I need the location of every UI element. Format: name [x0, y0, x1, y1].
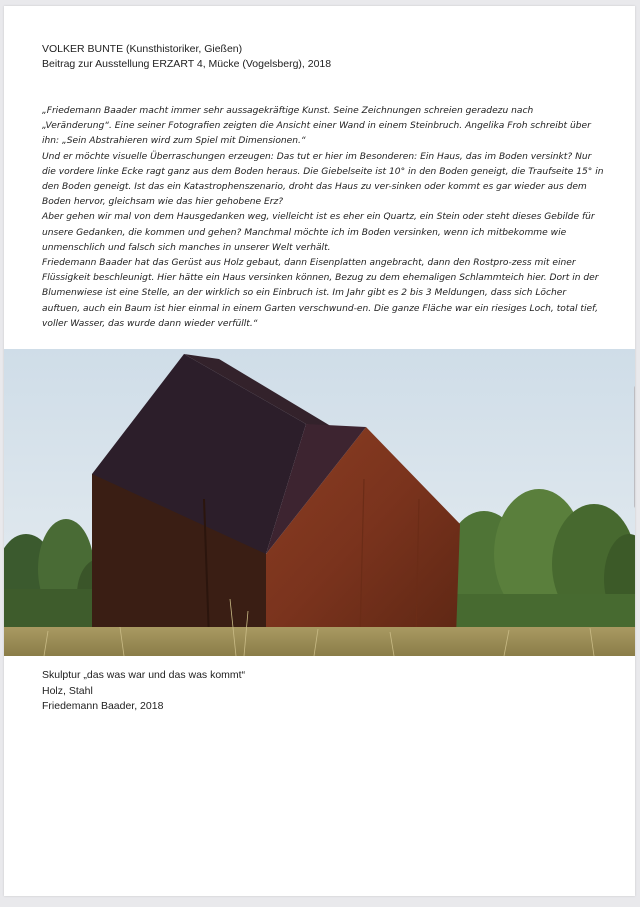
caption-material: Holz, Stahl: [42, 684, 93, 697]
meadow: [4, 627, 635, 656]
caption-artist-year: Friedemann Baader, 2018: [42, 700, 164, 712]
caption-title: Skulptur „das was war und das was kommt“: [42, 669, 246, 681]
author-line: VOLKER BUNTE (Kunsthistoriker, Gießen): [42, 43, 243, 55]
sculpture-photo: [4, 349, 635, 656]
photo-caption: [42, 668, 245, 715]
article-header: [42, 42, 331, 72]
quote-paragraph: „Friedemann Baader macht immer sehr aussagekräftige Kunst. Seine Zeichnungen schreien geradezu nach „Veränderung“. Eine seiner Fotografien zeigten die Ansicht einer Wand in einem Steinbruch. Angelika Froh schreibt über ihn: „Sein Abstrahieren wird zum Spiel mit Dimensionen.“: [42, 106, 591, 147]
context-line: Beitrag zur Ausstellung ERZART 4, Mücke (Vogelsberg), 2018: [42, 58, 332, 70]
scrollbar-thumb[interactable]: [634, 386, 635, 508]
quote-paragraph: Aber gehen wir mal von dem Hausgedanken weg, vielleicht ist es eher ein Quartz, ein Stein oder steht dieses Gebilde für unsere Gedanken, die kommen und gehen? Manchmal möchte ich im Boden versinken, wenn ich mitbekomme wie unmenschlich und falsch sich manches in unserer Welt verhält.: [42, 212, 595, 253]
quote-paragraph: Und er möchte visuelle Überraschungen erzeugen: Das tut er hier im Besonderen: Ein Haus, das im Boden versinkt? Nur die vordere linke Ecke ragt ganz aus dem Boden heraus. Die Giebelseite ist 10° in den Boden geneigt, die Traufseite 15° in den Boden geneigt. Ist das ein Katastrophenszenario, droht das Haus zu ver-sinken oder kommt es gar wieder aus dem Boden hervor, gleichsam wie das hier gehobene Erz?: [42, 151, 604, 208]
quote-text: [42, 104, 604, 332]
quote-paragraph: Friedemann Baader hat das Gerüst aus Holz gebaut, dann Eisenplatten angebracht, dann den Rostpro-zess mit einer Flüssigkeit beschleunigt. Hier hätte ein Haus versinken können, Bezug zu dem ehemaligen Schlammteich hier. Dort in der Blumenwiese ist eine Stelle, an der wirklich so ein Einbruch ist. Im Jahr gibt es 2 bis 3 Meldungen, dass sich Löcher auftuen, auch ein Baum ist hier einmal in einem Garten verschwund-en. Die ganze Fläche war ein riesiges Loch, total tief, voller Wasser, das wurde dann wieder verfüllt.“: [42, 258, 599, 329]
document-page: [4, 6, 635, 896]
